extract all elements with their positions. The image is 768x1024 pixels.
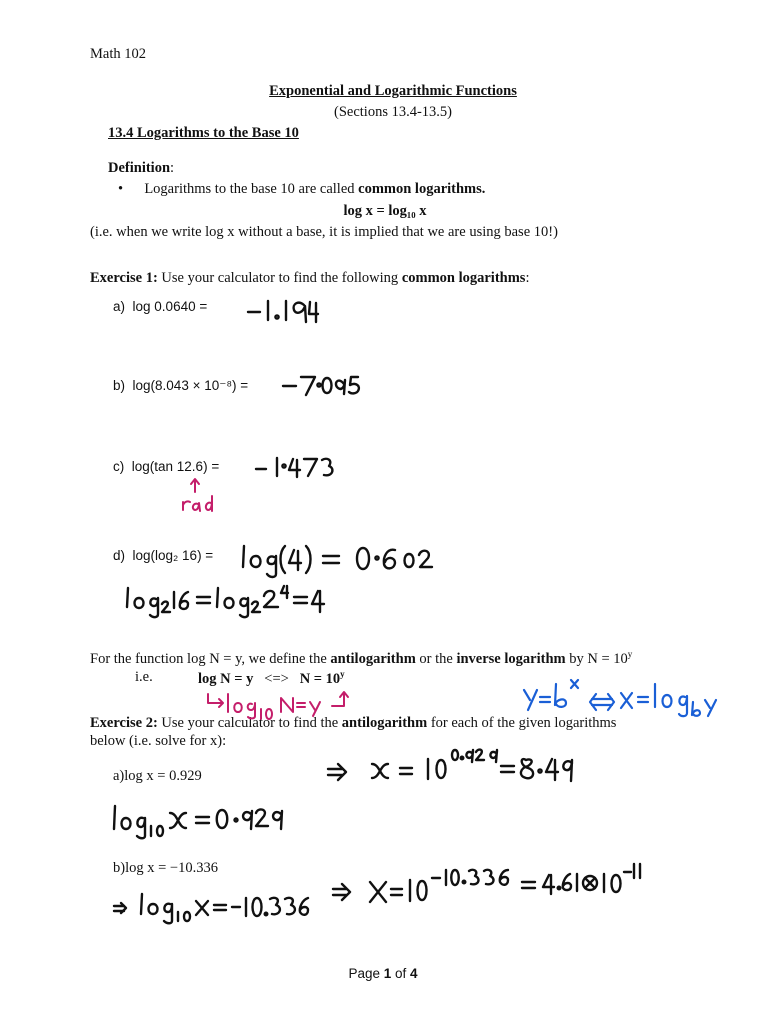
handwritten-ex2a-solution [328,750,572,781]
page-subtitle: (Sections 13.4-13.5) [334,104,452,120]
definition-formula: log x = log₁₀ x [343,203,427,219]
antilog-formula: log N = y <=> $N = 10^y$ [198,669,345,687]
exercise2-prompt-line2: below (i.e. solve for x): [90,733,227,749]
page-title: Exponential and Logarithmic Functions [269,83,517,99]
exercise1-prompt: Exercise 1: Use your calculator to find the following common logarithms: [90,270,530,286]
antilog-definition: For the function log N = y, we define the antilogarithm or the inverse logarithm by $N = 10^y$ [90,649,633,667]
blue-note-exponential [524,680,716,716]
exercise2-item-b: b)log x = −10.336 [113,860,218,876]
handwritten-answer-d-line2 [127,586,324,617]
pink-note-log10 [208,692,348,719]
handwritten-ex2a-log [114,806,282,838]
bullet-icon: • [118,181,124,197]
page-footer: Page 1 of 4 [348,966,418,981]
exercise1-item-c: c) log(tan 12.6) = [113,459,220,474]
definition-note: (i.e. when we write log x without a base, it is implied that we are using base 10!) [90,224,558,240]
section-heading: 13.4 Logarithms to the Base 10 [108,125,299,141]
exercise1-item-b: b) log(8.043 × 10⁻⁸) = [113,378,249,393]
exercise2-prompt: Exercise 2: Use your calculator to find the antilogarithm for each of the given logarithms [90,715,617,731]
handwritten-answer-b [283,377,359,395]
exercise2-item-a: a)log x = 0.929 [113,768,202,784]
handwritten-answer-a [248,301,318,322]
definition-bullet: • Logarithms to the base 10 are called common logarithms. [118,181,486,197]
exercise1-item-a: a) log 0.0640 = [113,299,208,314]
exercise1-item-d: d) log(log₂ 16) = [113,548,214,563]
antilog-ie-label: i.e. [135,669,153,685]
handwritten-answer-c [256,458,332,477]
handwritten-ex2b-solution [333,864,640,902]
course-label: Math 102 [90,46,146,62]
handwritten-answer-d-line1 [243,546,432,577]
definition-label: Definition: [108,160,175,176]
rad-annotation [183,479,212,511]
handwritten-ex2b-log [114,894,308,923]
